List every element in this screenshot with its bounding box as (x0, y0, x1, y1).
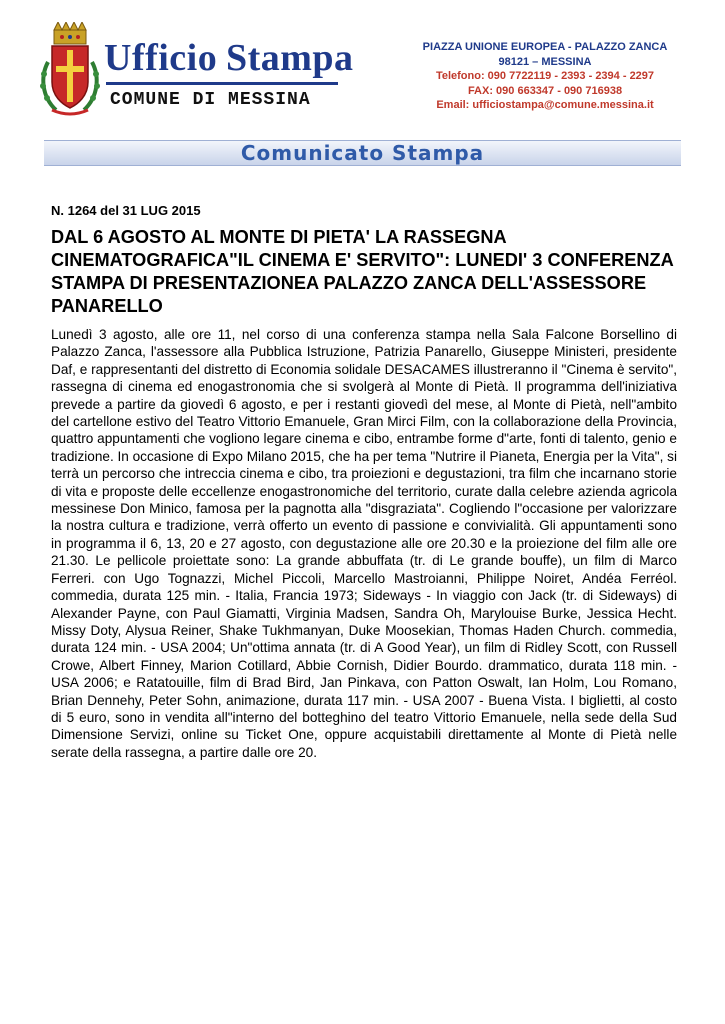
comunicato-banner (44, 140, 681, 166)
contact-address: PIAZZA UNIONE EUROPEA - PALAZZO ZANCA (422, 41, 668, 53)
document-number: N. 1264 del 31 LUG 2015 (51, 203, 201, 218)
letterhead (0, 0, 725, 170)
contact-telephone: Telefono: 090 7722119 - 2393 - 2394 - 2297 (435, 70, 655, 82)
logo-title (104, 36, 354, 80)
logo-subtitle: COMUNE DI MESSINA (110, 90, 311, 110)
contact-city: 98121 – MESSINA (498, 55, 592, 68)
logo-title-first: Ufficio (104, 37, 218, 79)
document-body: Lunedì 3 agosto, alle ore 11, nel corso di una conferenza stampa nella Sala Falcone Borsellino di Palazzo Zanca, l'assessore alla Pubblica Istruzione, Patrizia Panarello, Giuseppe Ministeri, presidente Daf, e rappresentanti del distretto di Economia solidale DESACAMES illustreranno il "Cinema è servito", rassegna di cinema ed enogastronomia che si svolgerà al Monte di Pietà. Il programma dell'iniziativa prevede a partire da giovedì 6 agosto, e per i restanti giovedì del mese, al Monte di Pietà, nell"ambito del cartellone estivo del Teatro Vittorio Emanuele, Gran Mirci Film, con la collaborazione della Provincia, quattro appuntamenti che vogliono legare cinema e cibo, entrambe forme d"arte, fonti di talento, genio e tradizione. In occasione di Expo Milano 2015, che ha per tema "Nutrire il Pianeta, Energia per la Vita", si terrà un percorso che intreccia cinema e cibo, tra proiezioni e degustazioni, tra film che incarnano storie di vita e proposte delle eccellenze enogastronomiche del territorio, curate dalla celebre azienda agricola messinese Don Minico, famosa per la pagnotta alla "disgraziata". Cogliendo l"occasione per valorizzare la nostra cultura e tradizione, verrà offerto un evento di passione e convivialità. Gli appuntamenti sono in programma il 6, 13, 20 e 27 agosto, con degustazione alle ore 20.30 e la proiezione del film alle ore 21.30. Le pellicole proiettate sono: La grande abbuffata (tr. di Le grande bouffe), un film di Marco Ferreri. con Ugo Tognazzi, Michel Piccoli, Marcello Mastroianni, Philippe Noiret, Andéa Ferréol. commedia, durata 125 min. - Italia, Francia 1973; Sideways - In viaggio con Jack (tr. di Sideways) di Alexander Payne, con Paul Giamatti, Virginia Madsen, Sandra Oh, Marylouise Burke, Jessica Hecht. Missy Doty, Alysua Reiner, Shake Tukhmanyan, Duke Moosekian, Thomas Haden Church. commedia, durata 124 min. - USA 2004; Un"ottima annata (tr. di A Good Year), un film di Ridley Scott, con Russell Crowe, Albert Finney, Marion Cotillard, Abbie Cornish, Didier Bourdo. drammatico, durata 118 min. - USA 2006; e Ratatouille, film di Brad Bird, Jan Pinkava, con Patton Oswalt, Ian Holm, Lou Romano, Brian Dennehy, Peter Sohn, animazione, durata 117 min. - USA 2007 - Buena Vista. I biglietti, al costo di 5 euro, sono in vendita all"interno del botteghino del teatro Vittorio Emanuele, nella sede della Sud Dimensione Servizi, online su Ticket One, oppure acquistabili direttamente al Monte di Pietà nelle serate della rassegna, a partire dalle ore 20. (51, 327, 677, 760)
contact-block (405, 40, 685, 113)
document-title: DAL 6 AGOSTO AL MONTE DI PIETA' LA RASSEGNA CINEMATOGRAFICA"IL CINEMA E' SERVITO": LUNEDI' 3 CONFERENZA STAMPA DI PRESENTAZIONEA PALAZZO ZANCA DELL'ASSESSORE PANARELLO (51, 227, 674, 316)
banner-title: Comunicato Stampa (240, 141, 485, 165)
logo-underline (106, 82, 338, 85)
logo-title-second: Stampa (225, 37, 354, 79)
contact-fax: FAX: 090 663347 - 090 716938 (467, 84, 623, 97)
contact-email: Email: ufficiostampa@comune.messina.it (436, 99, 654, 111)
messina-coat-of-arms-icon (38, 22, 102, 118)
